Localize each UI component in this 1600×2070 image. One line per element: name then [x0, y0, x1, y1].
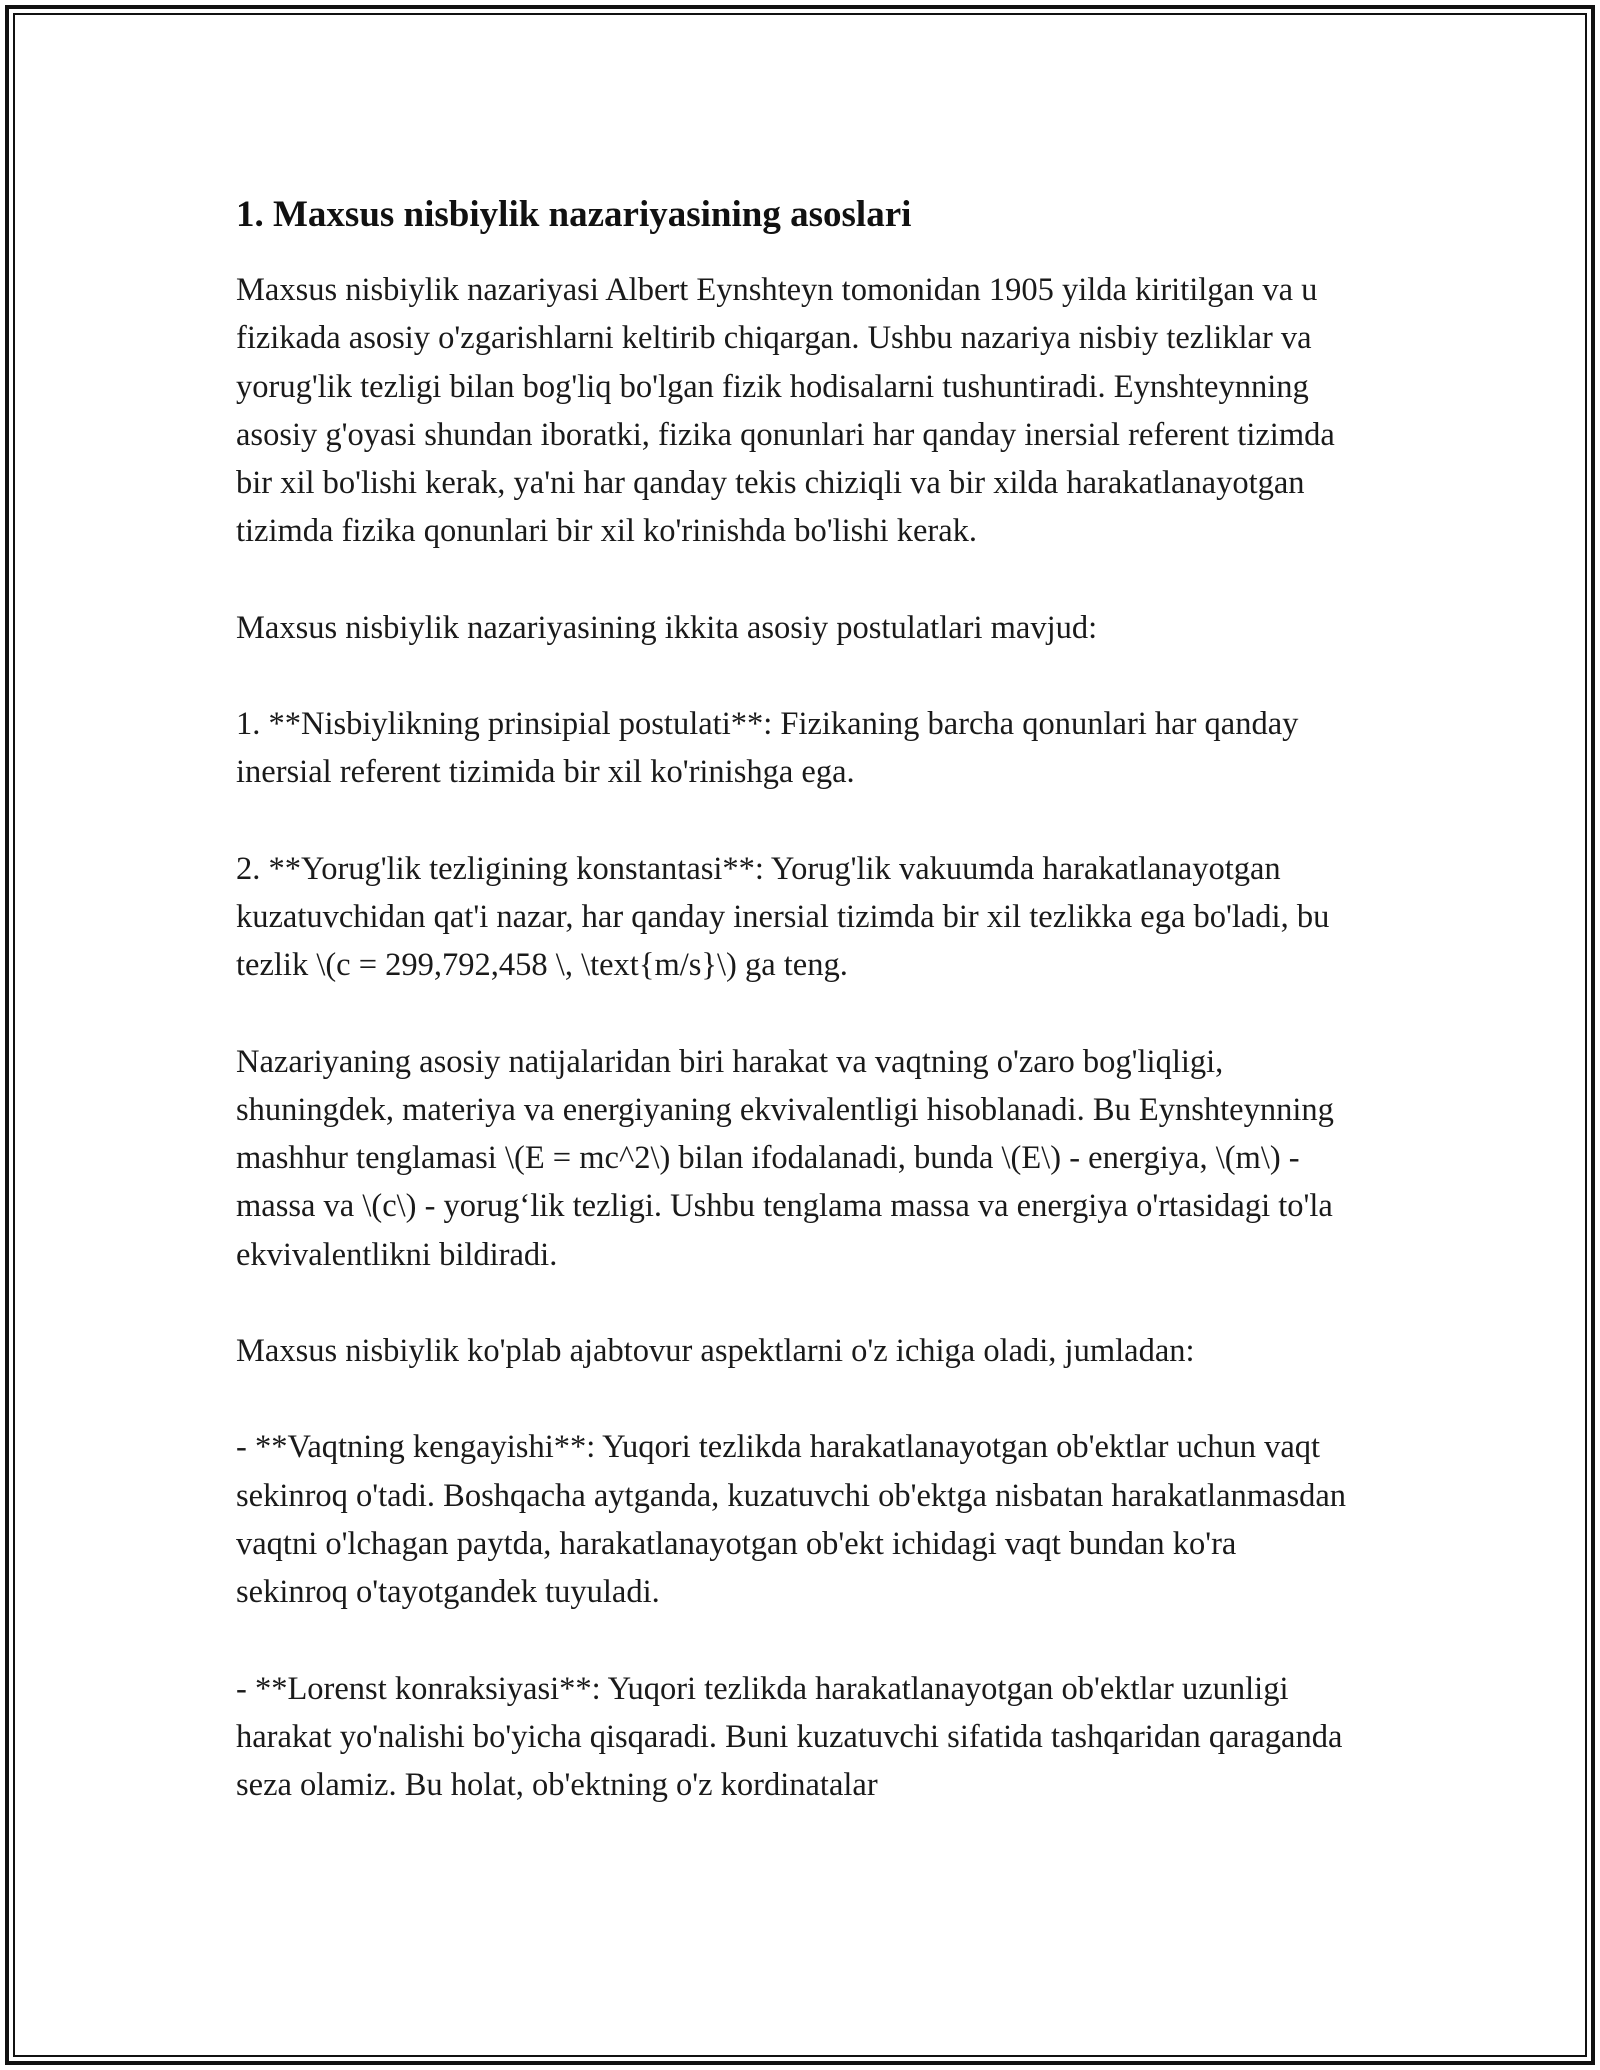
paragraph-postulate-2: 2. **Yorug'lik tezligining konstantasi**: Yorug'lik vakuumda harakatlanayotgan kuzatuvchidan qat'i nazar, har qanday inersial tizimda bir xil tezlikka ega bo'ladi, bu tezlik \(c = 299,792,458 \, \text{m/s}\) ga teng. — [236, 850, 1330, 984]
paragraph-intro: Maxsus nisbiylik nazariyasi Albert Eynshteyn tomonidan 1905 yilda kiritilgan va u fizikada asosiy o'zgarishlarni keltirib chiqargan. Ushbu nazariya nisbiy tezliklar va yorug'lik tezligi bilan bog'liq bo'lgan fizik hodisalarni tushuntiradi. Eynshteynning asosiy g'oyasi shundan iboratki, fizika qonunlari har qanday inersial referent tizimda bir xil bo'lishi kerak, ya'ni har qanday tekis chiziqli va bir xilda harakatlanayotgan tizimda fizika qonunlari bir xil ko'rinishda bo'lishi kerak. — [236, 272, 1335, 550]
paragraph-postulates-intro: Maxsus nisbiylik nazariyasining ikkita asosiy postulatlari mavjud: — [236, 609, 1098, 646]
paragraph-length-contraction: - **Lorenst konraksiyasi**: Yuqori tezlikda harakatlanayotgan ob'ektlar uzunligi harakat yo'nalishi bo'yicha qisqaradi. Buni kuzatuvchi sifatida tashqaridan qaraganda seza olamiz. Bu holat, ob'ektning o'z kordinatalar — [236, 1670, 1343, 1804]
paragraph-postulate-1: 1. **Nisbiylikning prinsipial postulati**: Fizikaning barcha qonunlari har qanday inersial referent tizimida bir xil ko'rinishga ega. — [236, 706, 1299, 791]
document-body — [236, 184, 1356, 1857]
paragraph-mass-energy: Nazariyaning asosiy natijalaridan biri harakat va vaqtning o'zaro bog'liqligi, shuningdek, materiya va energiyaning ekvivalentligi hisoblanadi. Bu Eynshteynning mashhur tenglamasi \(E = mc^2\) bilan ifodalanadi, bunda \(E\) - energiya, \(m\) - massa va \(c\) - yorug‘lik tezligi. Ushbu tenglama massa va energiya o'rtasidagi to'la ekvivalentlikni bildiradi. — [236, 1043, 1334, 1273]
paragraph-time-dilation: - **Vaqtning kengayishi**: Yuqori tezlikda harakatlanayotgan ob'ektlar uchun vaqt sekinroq o'tadi. Boshqacha aytganda, kuzatuvchi ob'ektga nisbatan harakatlanmasdan vaqtni o'lchagan paytda, harakatlanayotgan ob'ekt ichidagi vaqt bundan ko'ra sekinroq o'tayotgandek tuyuladi. — [236, 1429, 1347, 1611]
section-heading: 1. Maxsus nisbiylik nazariyasining asoslari — [236, 194, 912, 235]
paragraph-aspects-intro: Maxsus nisbiylik ko'plab ajabtovur aspektlarni o'z ichiga oladi, jumladan: — [236, 1333, 1195, 1370]
